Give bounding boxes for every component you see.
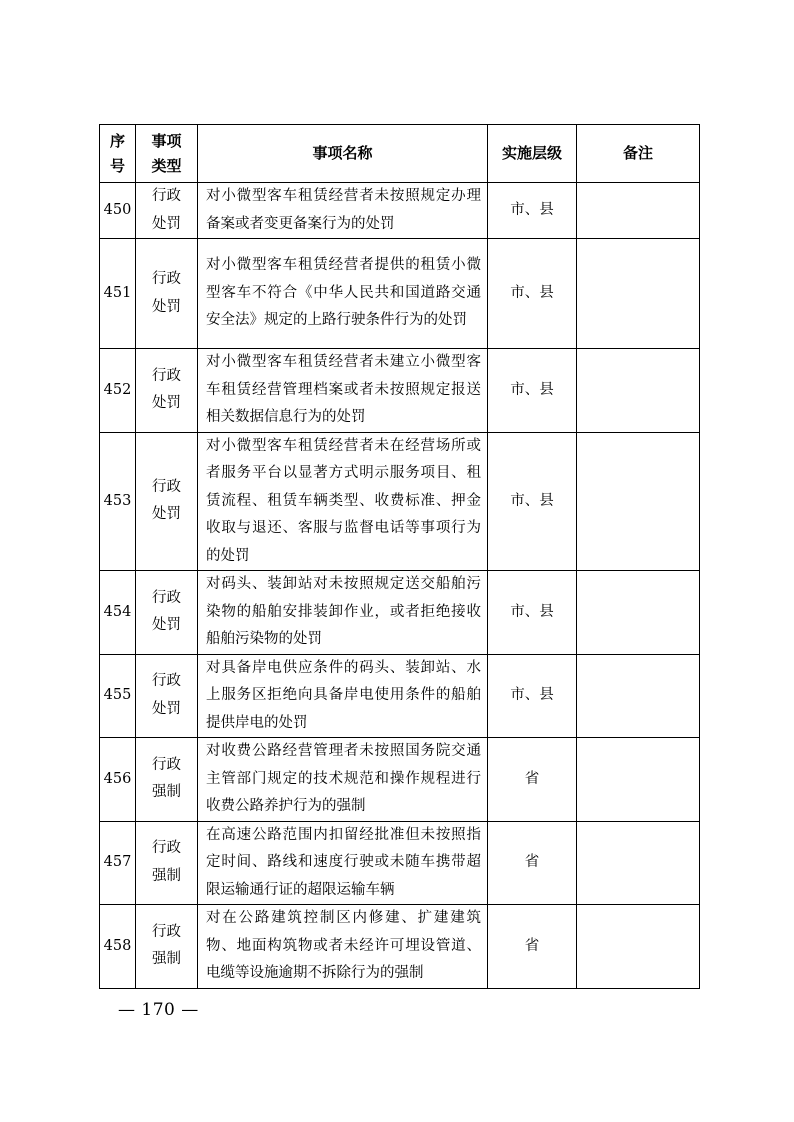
row-level: 市、县 bbox=[488, 349, 577, 433]
row-name: 在高速公路范围内扣留经批准但未按照指定时间、路线和速度行驶或未随车携带超限运输通行证的超限运输车辆 bbox=[198, 821, 488, 905]
table-row bbox=[100, 571, 700, 655]
table-row bbox=[100, 905, 700, 989]
table-row bbox=[100, 821, 700, 905]
row-type: 行政 处罚 bbox=[136, 239, 198, 349]
row-type: 行政 处罚 bbox=[136, 183, 198, 239]
items-table bbox=[99, 124, 700, 989]
row-level: 省 bbox=[488, 738, 577, 822]
row-note bbox=[577, 183, 700, 239]
row-name: 对小微型客车租赁经营者未在经营场所或者服务平台以显著方式明示服务项目、租赁流程、租赁车辆类型、收费标准、押金收取与退还、客服与监督电话等事项行为的处罚 bbox=[198, 432, 488, 571]
row-name: 对小微型客车租赁经营者未按照规定办理备案或者变更备案行为的处罚 bbox=[198, 183, 488, 239]
row-name: 对具备岸电供应条件的码头、装卸站、水上服务区拒绝向具备岸电使用条件的船舶提供岸电的处罚 bbox=[198, 654, 488, 738]
table-row bbox=[100, 183, 700, 239]
row-note bbox=[577, 239, 700, 349]
row-name: 对收费公路经营管理者未按照国务院交通主管部门规定的技术规范和操作规程进行收费公路养护行为的强制 bbox=[198, 738, 488, 822]
table-row bbox=[100, 432, 700, 571]
row-type: 行政 处罚 bbox=[136, 349, 198, 433]
row-type: 行政 强制 bbox=[136, 738, 198, 822]
row-note bbox=[577, 905, 700, 989]
table-row bbox=[100, 738, 700, 822]
table-row bbox=[100, 349, 700, 433]
row-type: 行政 处罚 bbox=[136, 571, 198, 655]
row-name: 对小微型客车租赁经营者未建立小微型客车租赁经营管理档案或者未按照规定报送相关数据信息行为的处罚 bbox=[198, 349, 488, 433]
header-type: 事项 类型 bbox=[136, 125, 198, 183]
row-note bbox=[577, 821, 700, 905]
row-name: 对在公路建筑控制区内修建、扩建建筑物、地面构筑物或者未经许可埋设管道、电缆等设施逾期不拆除行为的强制 bbox=[198, 905, 488, 989]
row-level: 省 bbox=[488, 905, 577, 989]
header-num: 序 号 bbox=[100, 125, 136, 183]
row-type: 行政 处罚 bbox=[136, 432, 198, 571]
row-num: 450 bbox=[100, 183, 136, 239]
row-num: 454 bbox=[100, 571, 136, 655]
row-note bbox=[577, 738, 700, 822]
row-num: 456 bbox=[100, 738, 136, 822]
table-row bbox=[100, 239, 700, 349]
header-level: 实施层级 bbox=[488, 125, 577, 183]
row-num: 455 bbox=[100, 654, 136, 738]
row-note bbox=[577, 349, 700, 433]
row-level: 市、县 bbox=[488, 571, 577, 655]
row-level: 市、县 bbox=[488, 239, 577, 349]
row-level: 市、县 bbox=[488, 654, 577, 738]
row-num: 458 bbox=[100, 905, 136, 989]
table-row bbox=[100, 654, 700, 738]
page-number: — 170 — bbox=[118, 1000, 199, 1020]
row-num: 451 bbox=[100, 239, 136, 349]
row-note bbox=[577, 654, 700, 738]
row-type: 行政 处罚 bbox=[136, 654, 198, 738]
table-header-row bbox=[100, 125, 700, 183]
row-level: 市、县 bbox=[488, 432, 577, 571]
row-type: 行政 强制 bbox=[136, 821, 198, 905]
row-level: 市、县 bbox=[488, 183, 577, 239]
row-num: 452 bbox=[100, 349, 136, 433]
row-name: 对小微型客车租赁经营者提供的租赁小微型客车不符合《中华人民共和国道路交通安全法》规定的上路行驶条件行为的处罚 bbox=[198, 239, 488, 349]
header-name: 事项名称 bbox=[198, 125, 488, 183]
row-num: 453 bbox=[100, 432, 136, 571]
row-name: 对码头、装卸站对未按照规定送交船舶污染物的船舶安排装卸作业，或者拒绝接收船舶污染物的处罚 bbox=[198, 571, 488, 655]
row-type: 行政 强制 bbox=[136, 905, 198, 989]
row-level: 省 bbox=[488, 821, 577, 905]
row-num: 457 bbox=[100, 821, 136, 905]
header-note: 备注 bbox=[577, 125, 700, 183]
row-note bbox=[577, 432, 700, 571]
row-note bbox=[577, 571, 700, 655]
